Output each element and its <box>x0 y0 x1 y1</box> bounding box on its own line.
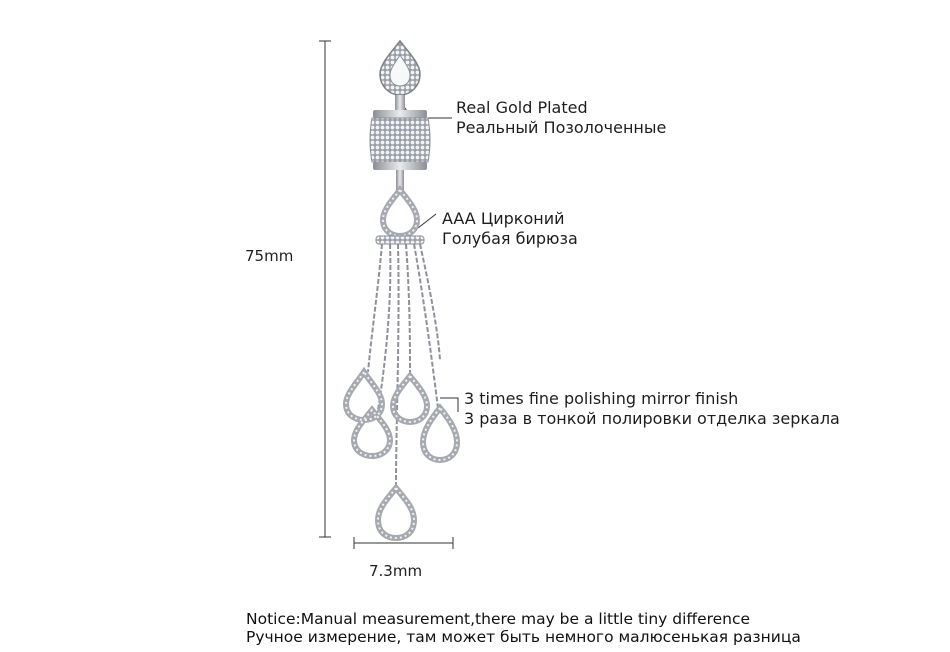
callout-line-2: 3 раза в тонкой полировки отделка зеркала <box>464 409 840 428</box>
notice-line-1: Notice:Manual measurement,there may be a little tiny difference <box>246 610 751 628</box>
callout-zircon <box>442 209 578 249</box>
callout-polishing <box>464 389 840 429</box>
callout-line-2: Голубая бирюза <box>442 229 578 248</box>
pave-barrel <box>370 110 430 170</box>
callout-line-1: 3 times fine polishing mirror finish <box>464 389 739 408</box>
upper-teardrop <box>383 190 417 236</box>
chains <box>368 244 440 488</box>
notice <box>246 610 801 646</box>
notice-line-2: Ручное измерение, там может быть немного малюсенькая разница <box>246 628 801 646</box>
chain-bar <box>376 236 424 244</box>
height-dimension-line <box>319 41 331 537</box>
callout-gold-plated <box>456 98 666 138</box>
callout-line-2: Реальный Позолоченные <box>456 118 667 137</box>
stud-teardrop <box>380 41 420 95</box>
connector <box>395 95 405 111</box>
callout-line-1: Real Gold Plated <box>456 98 588 117</box>
dangle-teardrops <box>346 372 457 538</box>
width-label: 7.3mm <box>369 562 423 580</box>
height-label: 75mm <box>245 247 294 265</box>
callout-line-1: AAA Цирконий <box>442 209 565 228</box>
